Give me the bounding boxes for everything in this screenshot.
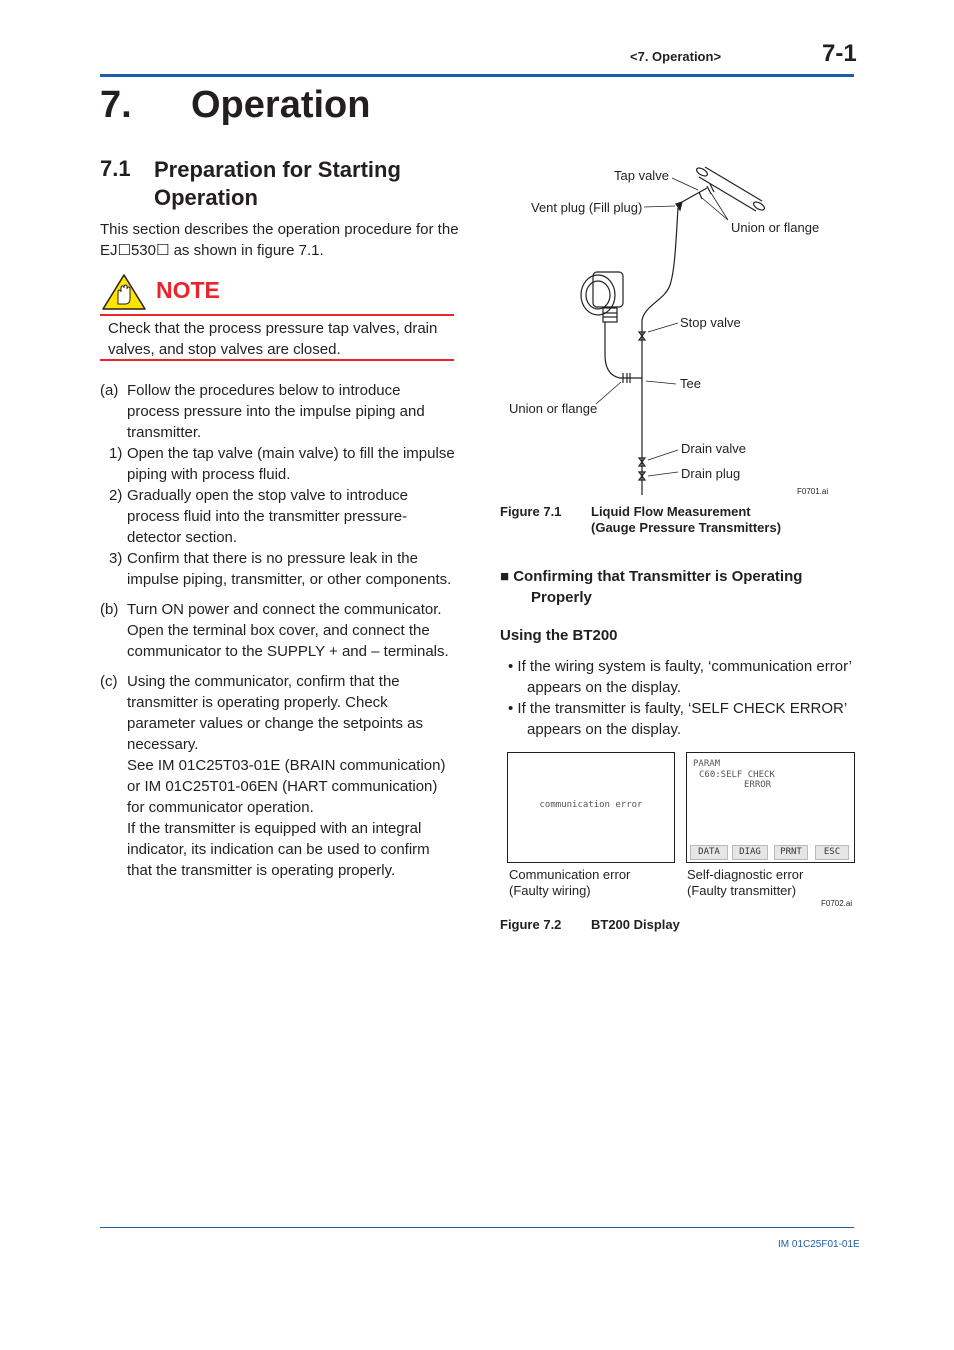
figure1-caption-line2: (Gauge Pressure Transmitters) <box>591 520 782 535</box>
screen2-line3: ERROR <box>744 780 772 790</box>
label-union-flange-left: Union or flange <box>509 401 598 416</box>
softkey-data[interactable]: DATA <box>690 845 728 860</box>
note-rule-top <box>100 314 454 316</box>
bullet-self-check-error: • If the transmitter is faulty, ‘SELF CHECK ERROR’ appears on the display. <box>508 700 847 738</box>
softkey-prnt[interactable]: PRNT <box>774 845 808 860</box>
step-c <box>100 671 456 881</box>
figure1-caption-line1: Liquid Flow Measurement <box>591 504 751 519</box>
screen1-caption-line2: (Faulty wiring) <box>509 883 591 898</box>
footer-rule <box>100 1227 854 1228</box>
figure1-number: Figure 7.1 <box>500 504 562 519</box>
step-a3-text: Confirm that there is no pressure leak in the impulse piping, transmitter, or other components. <box>127 550 452 588</box>
union-top-symbol <box>699 192 702 199</box>
note-rule-bottom <box>100 359 454 361</box>
step-a1-text: Open the tap valve (main valve) to fill the impulse piping with process fluid. <box>127 445 455 483</box>
intro-paragraph: This section describes the operation procedure for the EJ☐530☐ as shown in figure 7.1. <box>100 221 459 259</box>
step-a-marker: (a) <box>100 382 119 399</box>
screen1-message: communication error <box>539 800 643 810</box>
step-c-marker: (c) <box>100 673 118 690</box>
section-number: 7.1 <box>100 156 131 181</box>
step-a <box>100 380 456 443</box>
step-b-marker: (b) <box>100 601 119 618</box>
document-id: IM 01C25F01-01E <box>778 1239 860 1250</box>
screen2-caption-line1: Self-diagnostic error <box>687 867 804 882</box>
vent-plug-symbol <box>676 202 682 210</box>
transmitter-icon <box>581 272 623 322</box>
section-title: Preparation for Starting Operation <box>154 157 401 210</box>
step-a1-marker: 1) <box>109 445 123 462</box>
step-c-reference: See IM 01C25T03-01E (BRAIN communication) or IM 01C25T01-06EN (HART communication) for communicator operation. <box>127 757 446 816</box>
label-tee: Tee <box>680 376 701 391</box>
screen2-caption-line2: (Faulty transmitter) <box>687 883 797 898</box>
label-tap-valve: Tap valve <box>614 168 669 183</box>
running-header: <7. Operation> <box>630 49 722 64</box>
label-vent-plug: Vent plug (Fill plug) <box>531 200 643 215</box>
step-a2 <box>100 485 456 548</box>
step-c-text: Using the communicator, confirm that the transmitter is operating properly. Check parameter values or change the setpoints as necessary. <box>127 673 424 753</box>
chapter-number: 7. <box>100 84 132 126</box>
confirm-heading-line1: ■ Confirming that Transmitter is Operating <box>500 568 803 585</box>
label-stop-valve: Stop valve <box>680 315 741 330</box>
bullet-communication-error: • If the wiring system is faulty, ‘communication error’ appears on the display. <box>508 658 852 696</box>
label-union-flange-top: Union or flange <box>731 220 820 235</box>
page-number: 7-1 <box>822 40 857 67</box>
step-a3-marker: 3) <box>109 550 123 567</box>
note-text: Check that the process pressure tap valves, drain valves, and stop valves are closed. <box>108 320 438 358</box>
chapter-title: Operation <box>191 84 371 126</box>
figure2-file-id: F0702.ai <box>821 899 853 908</box>
figure1-file-id: F0701.ai <box>797 487 829 496</box>
label-drain-valve: Drain valve <box>681 441 747 456</box>
screen2-line2: C60:SELF CHECK <box>699 770 775 780</box>
step-b <box>100 599 456 662</box>
screen1-caption-line1: Communication error <box>509 867 631 882</box>
transmitter-branch <box>605 322 642 378</box>
step-c-indicator: If the transmitter is equipped with an integral indicator, its indication can be used to confirm that the transmitter is operating properly. <box>127 820 430 879</box>
step-a-text: Follow the procedures below to introduce process pressure into the impulse piping and transmitter. <box>127 382 425 441</box>
confirm-heading <box>500 566 802 608</box>
figure2-caption: BT200 Display <box>591 917 680 932</box>
screen2-line1: PARAM <box>693 759 721 769</box>
step-b-text: Turn ON power and connect the communicator. Open the terminal box cover, and connect the communicator to the SUPPLY + and – terminals. <box>127 601 449 660</box>
procedure-list <box>100 380 456 881</box>
step-a3 <box>100 548 456 590</box>
softkey-esc[interactable]: ESC <box>815 845 849 860</box>
figure2-number: Figure 7.2 <box>500 917 562 932</box>
step-a2-marker: 2) <box>109 487 123 504</box>
confirm-heading-line2: Properly <box>531 589 592 606</box>
bt200-screen-communication-error <box>507 752 675 863</box>
step-a2-text: Gradually open the stop valve to introduce process fluid into the transmitter pressure-detector section. <box>127 487 409 546</box>
header-rule <box>100 74 854 77</box>
stop-hand-warning-icon <box>101 273 147 311</box>
step-a1 <box>100 443 456 485</box>
softkey-diag[interactable]: DIAG <box>732 845 768 860</box>
label-drain-plug: Drain plug <box>681 466 741 481</box>
bt200-subheading: Using the BT200 <box>500 627 618 644</box>
note-label: NOTE <box>156 277 220 303</box>
